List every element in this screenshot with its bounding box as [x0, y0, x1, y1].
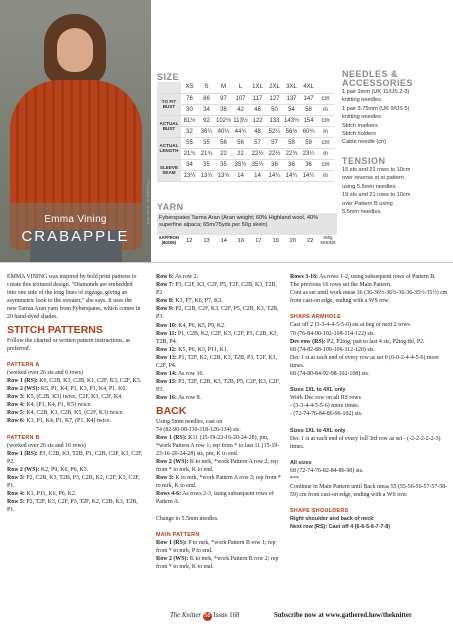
shade-label: SAFFRON (80206) — [158, 235, 179, 245]
yarn-heading: YARN — [157, 202, 184, 212]
pattern-row: 70 (76-84-90-102-108-114-122) sts. — [290, 330, 376, 337]
size-cell: 133 — [266, 115, 283, 126]
size-cell: 40¼ — [215, 126, 232, 137]
needle-item: Stitch markers — [342, 122, 378, 129]
pattern-row: Row 1 (RS): P3, C2B, K3, T2B, P1, C2B, C2F, K3, C2F, P2. — [7, 450, 143, 465]
tension-line: over Pattern B using — [342, 200, 393, 207]
size-cell: 55 — [181, 137, 198, 148]
pattern-row: Row 7: P3, C2F, K3, C2F, P5, T2F, C2B, K3, T2B, P2. — [156, 282, 277, 297]
pattern-row: Dec row (RS): P2, P2tog, patt to last 4 sts, P2tog tbl, P2. — [290, 338, 425, 345]
size-cell: 81½ — [181, 115, 198, 126]
size-cell: 54 — [283, 104, 300, 115]
pattern-row: Row 3: P2, C2B, K3, T2B, P3, C2B, K2, C2F, K3, C2F, P1. — [7, 474, 140, 490]
size-cell: 34 — [181, 159, 198, 170]
pattern-row: (worked over 26 sts and 16 rows) — [7, 442, 86, 449]
size-row-label: ACTUAL BUST — [157, 115, 181, 137]
pattern-row: Row 2 (WS): K to mrk, *work Pattern B row 2; rep from * to mrk, K to end. — [156, 555, 279, 570]
size-cell: 154 — [300, 115, 317, 126]
size-note: Sizes 1XL to 4XL only — [290, 427, 346, 434]
size-cell: 56½ — [283, 126, 300, 137]
needle-item: 1 pair 3mm (UK 11/US 2-3) — [342, 89, 410, 95]
size-cell: cm — [317, 115, 334, 126]
yarn-quantity: 13 — [203, 237, 210, 244]
size-cell: in — [317, 148, 334, 159]
size-cell: 60¾ — [300, 126, 317, 137]
size-cell: 44¾ — [232, 126, 249, 137]
size-cell: 23¼ — [300, 148, 317, 159]
size-cell: 21¾ — [181, 148, 198, 159]
size-cell: in — [317, 104, 334, 115]
pattern-row: Row 6: K3, P1, K4, P1, K7, (P1, K4) twice. — [7, 418, 112, 425]
size-cell: 86 — [198, 93, 215, 104]
pattern-row: Row 1 (RS): K6, C2B, K3, C2B, K1, C2F, K3, C2F, K5. — [7, 377, 142, 384]
size-cell: 35 — [198, 159, 215, 170]
pattern-row: Using 5mm needles, cast on — [156, 418, 223, 425]
yarn-quantity: 20 — [289, 237, 296, 244]
size-cell: 14¼ — [283, 170, 300, 181]
needle-item: knitting needles — [342, 97, 381, 104]
size-table — [157, 82, 334, 182]
size-cell: 14 — [232, 170, 249, 181]
size-cell: 14¼ — [300, 170, 317, 181]
size-cell: 35½ — [249, 159, 266, 170]
size-cell: 14¼ — [266, 170, 283, 181]
needle-item: knitting needles — [342, 114, 381, 121]
tension-line: 15 sts and 21 rows to 10cm — [342, 167, 411, 173]
tension-line: over reverse st st pattern — [342, 175, 404, 182]
column-2 — [156, 273, 281, 571]
tension-line: using 5.5mm needles. — [342, 183, 397, 190]
size-cell: 76 — [181, 93, 198, 104]
yarn-quantity: 12 — [186, 237, 193, 244]
size-cell: in — [317, 170, 334, 181]
tension-line: 5.5mm needles. — [342, 209, 382, 216]
yarn-quantity: 17 — [255, 237, 262, 244]
size-cell: 48 — [249, 126, 266, 137]
size-cell: 36 — [300, 159, 317, 170]
shape-armhole-heading: SHAPE ARMHOLE — [290, 314, 342, 321]
pattern-row: (worked over 26 sts and 6 rows) — [7, 369, 83, 376]
size-cell: cm — [317, 93, 334, 104]
pattern-row: 68 (74-82-88-100-106-112-120) sts. — [290, 346, 376, 353]
pattern-b-heading: PATTERN B — [7, 434, 40, 441]
stitch-patterns-heading: STITCH PATTERNS — [7, 323, 103, 336]
pattern-row: Row 10: K4, P6, K5, P9, K2. — [156, 322, 226, 329]
size-note: - (3-3-4-4-5-5-6) more times. — [290, 403, 360, 410]
size-note: Dec 1 st at each end of every foll 3rd row as set - (-2-2-2-2-2-3) times. — [290, 435, 441, 450]
size-cell: 143½ — [283, 115, 300, 126]
size-cell: 34 — [198, 104, 215, 115]
size-cell: 46 — [249, 104, 266, 115]
pattern-row: Cast off 2 (3-3-4-4-5-5-6) sts at beg of next 2 rows. — [290, 322, 412, 329]
needle-item: Cable needle (cn) — [342, 139, 387, 146]
size-cell: 102½ — [215, 115, 232, 126]
tension-block — [342, 157, 450, 216]
column-3: Rows 3-16: As rows 1-2, using subsequent rows of Pattern B. The previous 16 rows set the Main Pattern. Cont as set until work meas 36 (36-36½-36½-36-36-35½-35½) cm from cast-on edge, ending with a WS row. SHAPE ARMHOLE Cast off 2 (3-3-4-4-5-5-6) sts at beg of next 2 rows. 70 (76-84-90-102-108-114-122) sts. Dec row (RS): P2, P2tog, patt to last 4 sts, P2tog tbl, P2. 68 (74-82-88-100-106-112-120) sts. Dec 1 st at each end of every row as set 0 (0-0-2-4-4-5-6) more times. 68 (74-80-84-92-98-102-108) sts. Sizes 1XL to 4XL only Work Dec row on alt RS rows - (3-3-4-4-5-5-6) more times. - (72-74-76-84-86-96-102) sts. Sizes 1XL to 4XL only Dec 1 st at each end of every foll 3rd row as set - (-2-2-2-2-2-3) times. All sizes 68 (72-74-76-82-84-86-90) sts. *** Continue in Main Pattern until Back meas 55 (55-56-56-57-57-58-59) cm from cast-on edge, ending with a WS row. SHAPE SHOULDERS Right shoulder and back of neck Next row (RS): Cast off 4 (6-6-5-6-7-7-8) — [290, 274, 448, 531]
needles-block — [342, 70, 450, 147]
yarn-quantities — [157, 235, 337, 246]
size-cell: 55 — [198, 137, 215, 148]
size-heading: SIZE — [157, 72, 180, 82]
tension-heading: TENSION — [342, 156, 386, 166]
pattern-row: Row 14: As row 10. — [156, 371, 204, 378]
size-column-header: 2XL — [266, 82, 283, 93]
size-column-header — [317, 82, 334, 93]
size-column-header: 1XL — [249, 82, 266, 93]
pattern-row: The previous 16 rows set the Main Pattern. — [290, 282, 392, 289]
yarn-quantity: 14 — [220, 237, 227, 244]
pattern-row: Row 5: P2, T2F, K3, C2F, P3, T2F, K2, C2B, K3, T2B, P1. — [7, 499, 138, 514]
pattern-row: Row 9: P2, C2B, C2F, K3, C2F, P5, C2B, K3, T2B, P3. — [156, 306, 279, 321]
size-cell: 147 — [300, 93, 317, 104]
size-cell: 14 — [249, 170, 266, 181]
designer-caption: Emma Vining CRABAPPLE — [0, 203, 151, 262]
size-cell: 97 — [215, 93, 232, 104]
size-column-header: L — [232, 82, 249, 93]
size-cell: 13¾ — [198, 170, 215, 181]
size-column-header: M — [215, 82, 232, 93]
size-cell: 36 — [266, 159, 283, 170]
footer-left: The Knitter 58 Issue 168 — [170, 612, 240, 619]
pattern-row: Row 5: K4, C2B, K3, C2B, K5, (C2F, K3) twice. — [7, 410, 124, 417]
footer-subscribe[interactable]: Subscribe now at www.gathered.how/theknitter — [274, 612, 412, 619]
back-heading: BACK — [156, 404, 187, 417]
size-cell: 50 — [266, 104, 283, 115]
size-cell: 58 — [300, 104, 317, 115]
pattern-row: *** — [290, 475, 299, 482]
size-cell: cm — [317, 137, 334, 148]
main-pattern-heading: MAIN PATTERN — [156, 531, 200, 538]
size-cell: 113½ — [232, 115, 249, 126]
needle-item: Stitch holders — [342, 131, 376, 138]
size-cell: 117 — [249, 93, 266, 104]
pattern-row: Row 8: K3, P7, K6, P7, K3. — [156, 298, 223, 305]
pattern-row: Row 12: K5, P6, K3, P11, K1. — [156, 346, 229, 353]
size-cell: cm — [317, 159, 334, 170]
photo-credit: Photography: Jesse Wild — [146, 180, 151, 225]
size-cell: 13¾ — [215, 170, 232, 181]
pattern-row: Dec 1 st at each end of every row as set 0 (0-0-2-4-4-5-6) more times. — [290, 354, 440, 369]
pattern-row: Row 6: As row 2. — [156, 274, 199, 280]
pattern-row: Row 3: K5, (C2B, K3) twice, C2F, K3, C2F, K4. — [7, 394, 123, 401]
page-number: 58 — [204, 613, 211, 619]
pattern-row: Continue in Main Pattern until Back meas 55 (55-56-56-57-57-58-59) cm from cast-on edge, ending with a WS row. — [290, 484, 448, 499]
pattern-row: 74 (82-90-98-110-118-126-134) sts. — [156, 426, 241, 433]
pattern-row: Row 13: P1, T2F, K2, C2B, K3, T2B, P3, T2F, K3, C2F, P4. — [156, 354, 277, 370]
yarn-description: Fyberspates Tarma Aran (Aran weight; 60% Highland wool, 40% superfine alpaca; 65m/75yds per 50g skein) — [157, 213, 337, 235]
yarn-unit: x50g SKEINS — [320, 235, 336, 245]
yarn-quantity: 19 — [272, 237, 279, 244]
pattern-row: Row 1 (RS): P to mrk, *work Pattern B row 1; rep from * to mrk, P to end. — [156, 539, 276, 554]
size-note: Work Dec row on alt RS rows — [290, 395, 361, 402]
pattern-row: Change to 5.5mm needles. — [156, 515, 219, 522]
size-cell: 56 — [215, 137, 232, 148]
size-cell: 57 — [266, 137, 283, 148]
size-cell: 22 — [215, 148, 232, 159]
size-cell: 122 — [249, 115, 266, 126]
pattern-row: Row 1 (RS): K11 (15-19-23-16-20-24-28), pm, *work Pattern A row 1; rep from * to last 11 (15-19-23-16-20-24-28) sts, pm, K to end. — [156, 434, 280, 457]
size-row-label: ACTUAL LENGTH — [157, 137, 181, 159]
pattern-row: Row 3: K to mrk, *work Pattern A row 3; rep from * to mrk, K to end. — [156, 475, 281, 490]
pattern-a-heading: PATTERN A — [7, 361, 40, 368]
size-cell: 30 — [181, 104, 198, 115]
size-cell: in — [317, 126, 334, 137]
pattern-row: Row 4: K4, (P1, K4, P1, K5) twice. — [7, 402, 92, 409]
pattern-row: Row 2 (WS): K5, P1, K4, P1, K3, P1, K4, P1, K6. — [7, 386, 127, 393]
pattern-row: Row 15: P2, T2F, C2B, K3, T2B, P5, C2F, K3, C2F, P3. — [156, 379, 280, 394]
pattern-row: Row 2 (WS): K2, P9, K6, P6, K3. — [7, 466, 89, 473]
pattern-row: Rows 3-16: As rows 1-2, using subsequent rows of Pattern B. — [290, 274, 436, 280]
size-note: Sizes 1XL to 4XL only — [290, 387, 346, 394]
size-column-header: XS — [181, 82, 198, 93]
size-cell: 36 — [283, 159, 300, 170]
pattern-row: Cont as set until work meas 36 (36-36½-36½-36-36-35½-35½) cm from cast-on edge, ending with a WS row. — [290, 290, 448, 305]
size-cell: 22 — [232, 148, 249, 159]
pattern-row: Rows 4-6: As rows 2-3, using subsequent rows of Pattern A. — [156, 491, 274, 506]
size-cell: 21¾ — [198, 148, 215, 159]
pattern-row: 68 (72-74-76-82-84-86-90) sts. — [290, 467, 364, 474]
size-row-label: TO FIT BUST — [157, 93, 181, 115]
pattern-row: 68 (74-80-84-92-98-102-108) sts. — [290, 371, 370, 378]
needles-heading: NEEDLES & ACCESSORIES — [342, 69, 414, 88]
size-column-header: 4XL — [300, 82, 317, 93]
size-cell: 22½ — [266, 148, 283, 159]
yarn-quantity: 22 — [307, 237, 314, 244]
size-cell: 36¼ — [198, 126, 215, 137]
pattern-row: Row 11: P1, C2B, K2, C2F, K3, C2F, P3, C2B, K3, T2B, P4. — [156, 330, 278, 345]
size-row-label: SLEEVE SEAM — [157, 159, 181, 181]
size-column-header: 3XL — [283, 82, 300, 93]
tension-line: 19 sts and 21 rows to 10cm — [342, 192, 411, 199]
size-cell: 52¼ — [266, 126, 283, 137]
size-cell: 38 — [215, 104, 232, 115]
size-cell: 59 — [300, 137, 317, 148]
pattern-row: Row 16: As row 8. — [156, 395, 201, 402]
size-cell: 42 — [232, 104, 249, 115]
pattern-row: Row 4: K1, P11, K6, P6, K2. — [7, 491, 77, 498]
size-note: - (72-74-76-84-86-96-102) sts. — [290, 411, 363, 418]
size-cell: 35 — [215, 159, 232, 170]
size-cell: 137 — [283, 93, 300, 104]
size-cell: 13½ — [181, 170, 198, 181]
size-cell: 56 — [232, 137, 249, 148]
intro-text: EMMA VINING was inspired by bold print patterns to create this textured design. "Diamonds are embedded into one side of the long lines of zigzags, giving an asymmetric look to the sweater," she says. It uses the new Tarma Aran yarn from Fyberspates, which comes in 20 hand-dyed shades. — [7, 274, 141, 321]
divider — [0, 262, 453, 263]
size-cell: 32 — [181, 126, 198, 137]
shape-shoulders-heading: SHAPE SHOULDERS — [290, 508, 349, 515]
size-cell: 92 — [198, 115, 215, 126]
size-cell: 127 — [266, 93, 283, 104]
needle-item: 1 pair 3.75mm (UK 9/US 5) — [342, 105, 410, 112]
size-cell: 58 — [283, 137, 300, 148]
size-cell: 35½ — [232, 159, 249, 170]
size-cell: 22¾ — [283, 148, 300, 159]
column-1: EMMA VINING was inspired by bold print patterns to create this textured design. "Diamonds are embedded into one side of the long lines of zigzags, giving an asymmetric look to the sweater," she says. It uses the new Tarma Aran yarn from Fyberspates, which comes in 20 hand-dyed shades. STITCH PATTERNS Follow the charted or written pattern instructions, as preferred. PATTERN A (worked over 26 sts and 6 rows) Row 1 (RS): K6, C2B, K3, C2B, K1, C2F, K3, C2F, K5. Row 2 (WS): K5, P1, K4, P1, K3, P1, K4, P1, K6. Row 3: K5, (C2B, K3) twice, C2F, K3, C2F, K4. Row 4: K4, (P1, K4, P1, K5) twice. Row 5: K4, C2B, K3, C2B, K5, (C2F, K3) twice. Row 6: K3, P1, K4, P1, K7, (P1, K4) twice. PATTERN B (worked over 26 sts and 16 rows) Row 1 (RS): P3, C2B, K3, T2B, P1, C2B, C2F, K3, C2F, P2. Row 2 (WS): K2, P9, K6, P6, K3. Row 3: P2, C2B, K3, T2B, P3, C2B, K2, C2F, K3, C2F, P1. Row 4: K1, P11, K6, P6, K2. Row 5: P2, T2F, K3, C2F, P3, T2F, K2, C2B, K3, T2B, P1. — [7, 274, 143, 514]
size-column-header: S — [198, 82, 215, 93]
yarn-quantity: 16 — [237, 237, 245, 244]
size-cell: 57 — [249, 137, 266, 148]
size-cell: 107 — [232, 93, 249, 104]
size-cell: 22½ — [249, 148, 266, 159]
pattern-row: Row 2 (WS): K to mrk, *work Pattern A row 2; rep from * to mrk, K to end. — [156, 458, 279, 474]
